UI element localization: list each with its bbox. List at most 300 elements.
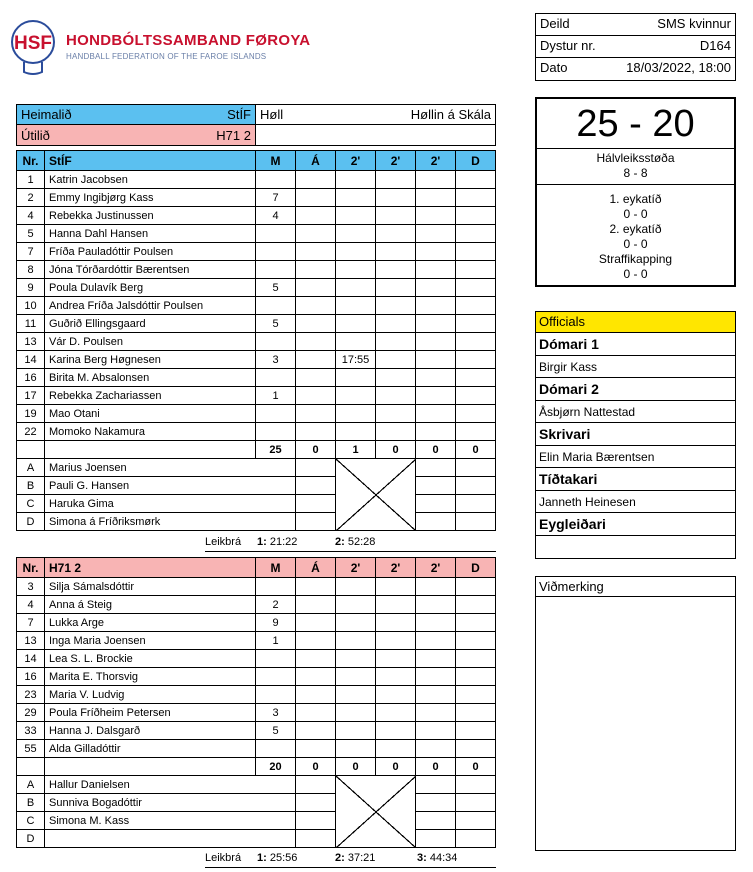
official-letter: B (17, 477, 45, 495)
stat-column-header: 2' (416, 151, 456, 171)
player-stat (416, 578, 456, 596)
team-official-name: Pauli G. Hansen (45, 477, 296, 495)
home-timeouts (205, 536, 496, 552)
player-stat (376, 704, 416, 722)
timeout-number: 3: (417, 852, 427, 864)
player-stat (456, 189, 496, 207)
player-number: 29 (17, 704, 45, 722)
roster-header-row (17, 151, 496, 171)
official-cell (416, 495, 456, 513)
player-stat (296, 722, 336, 740)
player-stat (336, 405, 376, 423)
player-row (17, 261, 496, 279)
halftime-label: Hálvleiksstøða (596, 151, 675, 165)
player-stat (376, 614, 416, 632)
team-official-name: Haruka Gima (45, 495, 296, 513)
player-stat (416, 243, 456, 261)
player-stat (336, 315, 376, 333)
timeout-number: 2: (335, 852, 345, 864)
extra2-label: 2. eykatíð (609, 222, 662, 236)
stat-column-header: Á (296, 151, 336, 171)
player-stat (336, 650, 376, 668)
player-stat (416, 596, 456, 614)
player-stat (296, 297, 336, 315)
team-official-name: Sunniva Bogadóttir (45, 794, 296, 812)
official-cell (416, 459, 456, 477)
player-stat (256, 243, 296, 261)
official-name: Janneth Heinesen (536, 491, 735, 513)
player-stat (336, 686, 376, 704)
official-cell (296, 495, 336, 513)
timeout-entry (335, 536, 375, 548)
player-stat (456, 740, 496, 758)
player-stat (456, 387, 496, 405)
team-official-row (17, 794, 496, 812)
stat-column-header: M (256, 558, 296, 578)
home-team-cell (16, 104, 256, 125)
score-box (535, 97, 736, 287)
info-label: Dystur nr. (540, 38, 596, 53)
hall-name: Høllin á Skála (410, 107, 491, 122)
player-stat (416, 279, 456, 297)
hall-label: Høll (260, 107, 284, 122)
player-name: Vár D. Poulsen (45, 333, 256, 351)
player-stat (416, 369, 456, 387)
player-stat (416, 297, 456, 315)
official-name (536, 536, 735, 558)
total-value: 0 (456, 441, 496, 459)
official-letter: C (17, 812, 45, 830)
player-name: Emmy Ingibjørg Kass (45, 189, 256, 207)
player-stat: 7 (256, 189, 296, 207)
player-name: Birita M. Absalonsen (45, 369, 256, 387)
player-row (17, 740, 496, 758)
extra-section (537, 185, 734, 282)
totals-row (17, 758, 496, 776)
player-stat (456, 578, 496, 596)
official-letter: D (17, 513, 45, 531)
away-team-name: H71 2 (216, 127, 251, 143)
player-stat (416, 740, 456, 758)
player-stat (336, 333, 376, 351)
player-number: 22 (17, 423, 45, 441)
empty-cell (256, 125, 496, 146)
player-row (17, 207, 496, 225)
player-number: 8 (17, 261, 45, 279)
player-stat (416, 405, 456, 423)
player-number: 10 (17, 297, 45, 315)
totals-blank (17, 441, 45, 459)
player-stat (376, 387, 416, 405)
player-stat: 2 (256, 596, 296, 614)
player-number: 17 (17, 387, 45, 405)
player-stat (416, 614, 456, 632)
player-number: 4 (17, 596, 45, 614)
official-letter: D (17, 830, 45, 848)
teams-box (16, 104, 496, 146)
player-stat (256, 650, 296, 668)
team-official-row (17, 459, 496, 477)
home-label: Heimalið (21, 107, 72, 122)
player-stat: 4 (256, 207, 296, 225)
player-stat (336, 225, 376, 243)
player-stat (456, 405, 496, 423)
timeout-time: 21:22 (269, 536, 298, 548)
player-stat (456, 243, 496, 261)
player-stat (296, 740, 336, 758)
official-cell (296, 830, 336, 848)
player-stat (296, 668, 336, 686)
player-row (17, 189, 496, 207)
player-stat (376, 722, 416, 740)
player-stat (256, 740, 296, 758)
player-stat (336, 387, 376, 405)
player-stat: 1 (256, 387, 296, 405)
player-stat (336, 722, 376, 740)
player-stat (256, 369, 296, 387)
official-name: Elin Maria Bærentsen (536, 446, 735, 468)
player-stat (416, 704, 456, 722)
timeout-entry (257, 852, 297, 864)
timeout-entry (257, 536, 297, 548)
player-stat (336, 189, 376, 207)
player-stat (376, 207, 416, 225)
player-number: 5 (17, 225, 45, 243)
player-stat (376, 333, 416, 351)
player-stat (456, 297, 496, 315)
official-cell (456, 477, 496, 495)
timeout-number: 1: (257, 852, 267, 864)
official-cell (416, 830, 456, 848)
player-stat (296, 261, 336, 279)
player-stat (256, 261, 296, 279)
player-number: 16 (17, 369, 45, 387)
stat-column-header: Á (296, 558, 336, 578)
team-official-row (17, 812, 496, 830)
official-cell (456, 812, 496, 830)
info-value: 18/03/2022, 18:00 (626, 60, 731, 75)
player-name: Maria V. Ludvig (45, 686, 256, 704)
stat-column-header: D (456, 151, 496, 171)
player-name: Anna á Steig (45, 596, 256, 614)
officials-box (535, 311, 736, 559)
player-stat (296, 225, 336, 243)
player-name: Momoko Nakamura (45, 423, 256, 441)
player-stat (376, 596, 416, 614)
player-number: 9 (17, 279, 45, 297)
player-stat (296, 369, 336, 387)
team-official-row (17, 495, 496, 513)
penalty-score: 0 - 0 (623, 267, 648, 281)
extra1-score: 0 - 0 (623, 207, 648, 221)
player-stat (376, 686, 416, 704)
player-number: 7 (17, 243, 45, 261)
official-cell (456, 776, 496, 794)
team-official-row (17, 776, 496, 794)
officials-header: Officials (536, 312, 735, 333)
player-stat (376, 189, 416, 207)
player-row (17, 171, 496, 189)
player-stat (376, 650, 416, 668)
official-role: Dómari 2 (536, 378, 735, 401)
player-row (17, 315, 496, 333)
nr-header: Nr. (17, 151, 45, 171)
timeout-number: 1: (257, 536, 267, 548)
timeout-entry (417, 852, 457, 864)
player-name: Inga Maria Joensen (45, 632, 256, 650)
official-cell (296, 794, 336, 812)
player-stat (376, 279, 416, 297)
player-stat (296, 279, 336, 297)
player-row (17, 686, 496, 704)
final-score: 25 - 20 (537, 99, 734, 149)
player-stat (296, 632, 336, 650)
timeout-label: Leikbrá (205, 852, 242, 864)
remark-box (535, 576, 736, 851)
player-stat (336, 614, 376, 632)
team-official-row (17, 830, 496, 848)
match-info-box (535, 13, 736, 81)
total-value: 0 (376, 758, 416, 776)
official-cell (456, 794, 496, 812)
total-value: 25 (256, 441, 296, 459)
team-official-name: Simona á Fríðriksmørk (45, 513, 296, 531)
home-team-name: StÍF (227, 107, 251, 122)
player-stat (456, 261, 496, 279)
crossed-box (336, 459, 416, 531)
player-name: Poula Dulavík Berg (45, 279, 256, 297)
player-stat: 1 (256, 632, 296, 650)
official-cell (416, 812, 456, 830)
player-name: Katrin Jacobsen (45, 171, 256, 189)
player-stat (296, 704, 336, 722)
player-stat (456, 614, 496, 632)
player-stat (296, 405, 336, 423)
away-team-cell (16, 125, 256, 146)
official-name: Birgir Kass (536, 356, 735, 378)
player-stat (416, 261, 456, 279)
player-stat (376, 351, 416, 369)
player-stat (256, 333, 296, 351)
stat-column-header: 2' (376, 558, 416, 578)
player-stat (456, 369, 496, 387)
player-stat (296, 315, 336, 333)
player-number: 11 (17, 315, 45, 333)
player-stat (376, 243, 416, 261)
official-cell (296, 477, 336, 495)
player-row (17, 279, 496, 297)
player-stat (336, 578, 376, 596)
official-cell (296, 812, 336, 830)
player-stat (256, 668, 296, 686)
player-name: Rebekka Justinussen (45, 207, 256, 225)
player-stat (336, 369, 376, 387)
official-role: Tíðtakari (536, 468, 735, 491)
stat-column-header: 2' (416, 558, 456, 578)
player-stat (376, 423, 416, 441)
player-number: 7 (17, 614, 45, 632)
player-row (17, 704, 496, 722)
player-number: 13 (17, 632, 45, 650)
player-stat (456, 351, 496, 369)
halftime-section (537, 149, 734, 185)
player-stat (336, 632, 376, 650)
totals-row (17, 441, 496, 459)
player-stat (456, 171, 496, 189)
official-role: Eygleiðari (536, 513, 735, 536)
timeout-time: 44:34 (429, 852, 458, 864)
player-stat (296, 243, 336, 261)
hsf-logo (8, 18, 60, 76)
official-cell (416, 794, 456, 812)
player-number: 19 (17, 405, 45, 423)
player-stat (336, 279, 376, 297)
player-stat (416, 423, 456, 441)
player-name: Mao Otani (45, 405, 256, 423)
total-value: 0 (296, 758, 336, 776)
player-number: 13 (17, 333, 45, 351)
nr-header: Nr. (17, 558, 45, 578)
official-letter: A (17, 459, 45, 477)
player-number: 1 (17, 171, 45, 189)
player-stat (416, 189, 456, 207)
player-stat (336, 668, 376, 686)
player-number: 2 (17, 189, 45, 207)
player-stat (256, 578, 296, 596)
player-name: Fríða Pauladóttir Poulsen (45, 243, 256, 261)
logo-letters: HSF (14, 33, 52, 54)
roster-header-row (17, 558, 496, 578)
player-stat (376, 315, 416, 333)
player-name: Guðrið Ellingsgaard (45, 315, 256, 333)
player-stat (416, 722, 456, 740)
match-info-division (536, 14, 735, 36)
stat-column-header: M (256, 151, 296, 171)
player-stat (376, 632, 416, 650)
player-stat (456, 596, 496, 614)
player-stat (456, 668, 496, 686)
org-name: HONDBÓLTSSAMBAND FØROYA (66, 32, 311, 49)
player-stat: 5 (256, 279, 296, 297)
player-row (17, 243, 496, 261)
official-cell (456, 513, 496, 531)
player-stat (336, 171, 376, 189)
official-letter: B (17, 794, 45, 812)
player-name: Poula Fríðheim Petersen (45, 704, 256, 722)
player-number: 3 (17, 578, 45, 596)
player-number: 55 (17, 740, 45, 758)
player-stat (456, 279, 496, 297)
player-stat (336, 740, 376, 758)
extra2-score: 0 - 0 (623, 237, 648, 251)
player-stat (456, 423, 496, 441)
player-stat (296, 189, 336, 207)
player-stat (376, 578, 416, 596)
totals-blank (45, 758, 256, 776)
away-label: Útilið (21, 127, 50, 143)
player-stat (416, 351, 456, 369)
player-stat (456, 225, 496, 243)
player-name: Hanna Dahl Hansen (45, 225, 256, 243)
match-info-date (536, 58, 735, 80)
official-role: Skrivari (536, 423, 735, 446)
team-official-row (17, 477, 496, 495)
player-number: 4 (17, 207, 45, 225)
player-name: Lukka Arge (45, 614, 256, 632)
player-stat (376, 171, 416, 189)
timeout-time: 52:28 (347, 536, 376, 548)
player-stat: 17:55 (336, 351, 376, 369)
player-stat (336, 423, 376, 441)
team-header: StÍF (45, 151, 256, 171)
player-stat: 5 (256, 722, 296, 740)
player-row (17, 225, 496, 243)
info-value: SMS kvinnur (657, 16, 731, 31)
timeout-number: 2: (335, 536, 345, 548)
timeout-time: 37:21 (347, 852, 376, 864)
team-official-name: Marius Joensen (45, 459, 296, 477)
player-name: Silja Sámalsdóttir (45, 578, 256, 596)
player-row (17, 650, 496, 668)
player-stat (416, 333, 456, 351)
player-row (17, 578, 496, 596)
player-number: 16 (17, 668, 45, 686)
player-row (17, 405, 496, 423)
total-value: 1 (336, 441, 376, 459)
official-cell (416, 513, 456, 531)
official-cell (456, 830, 496, 848)
total-value: 0 (416, 758, 456, 776)
total-value: 0 (376, 441, 416, 459)
player-stat (376, 740, 416, 758)
away-roster-table (16, 557, 496, 848)
player-stat (416, 650, 456, 668)
player-row (17, 351, 496, 369)
total-value: 0 (416, 441, 456, 459)
player-stat (336, 261, 376, 279)
team-official-name: Hallur Danielsen (45, 776, 296, 794)
player-name: Alda Gilladóttir (45, 740, 256, 758)
total-value: 0 (296, 441, 336, 459)
player-row (17, 297, 496, 315)
player-stat (296, 423, 336, 441)
hall-cell (256, 104, 496, 125)
player-number: 23 (17, 686, 45, 704)
player-stat (296, 207, 336, 225)
total-value: 20 (256, 758, 296, 776)
timeout-time: 25:56 (269, 852, 298, 864)
player-row (17, 333, 496, 351)
halftime-score: 8 - 8 (623, 166, 648, 180)
crossed-box (336, 776, 416, 848)
player-row (17, 614, 496, 632)
player-stat (456, 686, 496, 704)
player-name: Marita E. Thorsvig (45, 668, 256, 686)
player-stat (296, 596, 336, 614)
player-stat (376, 297, 416, 315)
player-stat (416, 387, 456, 405)
player-stat (416, 171, 456, 189)
player-row (17, 387, 496, 405)
player-stat (256, 405, 296, 423)
player-stat: 9 (256, 614, 296, 632)
player-stat (256, 171, 296, 189)
totals-blank (17, 758, 45, 776)
team-official-name: Simona M. Kass (45, 812, 296, 830)
player-stat: 3 (256, 704, 296, 722)
player-stat (336, 297, 376, 315)
player-stat (296, 333, 336, 351)
